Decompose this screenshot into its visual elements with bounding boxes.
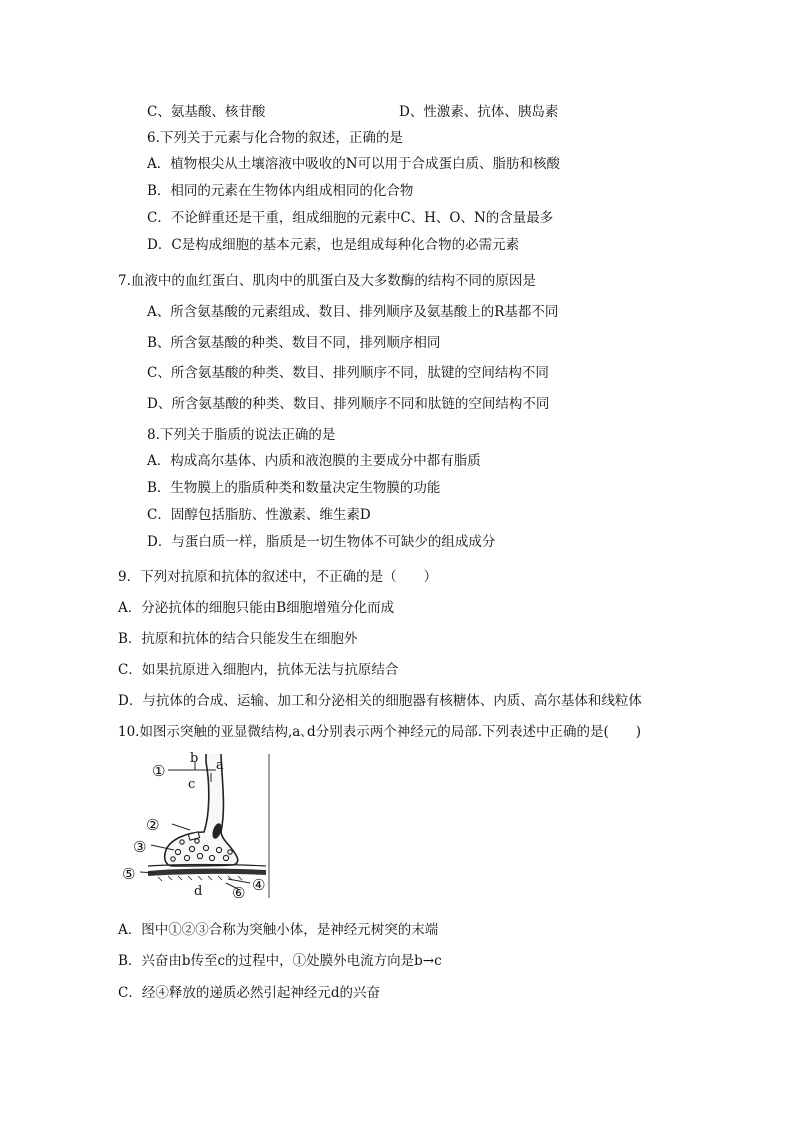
q6-option-a: A．植物根尖从土壤溶液中吸收的N可以用于合成蛋白质、脂肪和核酸 — [147, 156, 561, 172]
q6-stem: 6.下列关于元素与化合物的叙述，正确的是 — [147, 130, 403, 146]
q8-option-c: C．固醇包括脂肪、性激素、维生素D — [147, 507, 371, 523]
q6-option-d: D．C是构成细胞的基本元素，也是组成每种化合物的必需元素 — [147, 237, 520, 253]
q10-option-c: C．经④释放的递质必然引起神经元d的兴奋 — [118, 985, 380, 1001]
label-circled-5: ⑤ — [122, 865, 136, 883]
q7-stem: 7.血液中的血红蛋白、肌肉中的肌蛋白及大多数酶的结构不同的原因是 — [118, 273, 536, 289]
axon-outline — [165, 754, 238, 866]
q5-option-d: D、性激素、抗体、胰岛素 — [399, 104, 559, 120]
q9-option-b: B．抗原和抗体的结合只能发生在细胞外 — [118, 631, 358, 647]
q8-option-d: D．与蛋白质一样，脂质是一切生物体不可缺少的组成成分 — [147, 534, 496, 550]
q8-option-b: B．生物膜上的脂质种类和数量决定生物膜的功能 — [147, 480, 441, 496]
q9-option-a: A．分泌抗体的细胞只能由B细胞增殖分化而成 — [118, 600, 395, 616]
label-a: a — [216, 758, 224, 773]
membrane-hatching — [158, 876, 242, 881]
synapse-figure-svg — [118, 752, 278, 904]
label-d: d — [194, 884, 203, 899]
q9-option-c: C．如果抗原进入细胞内，抗体无法与抗原结合 — [118, 662, 399, 678]
q8-stem: 8.下列关于脂质的说法正确的是 — [147, 427, 336, 443]
q10-option-b: B．兴奋由b传至c的过程中，①处膜外电流方向是b→c — [118, 953, 442, 969]
q8-option-a: A．构成高尔基体、内质和液泡膜的主要成分中都有脂质 — [147, 453, 481, 469]
q6-option-b: B．相同的元素在生物体内组成相同的化合物 — [147, 183, 414, 199]
postsynaptic-membrane — [148, 869, 266, 876]
label-circled-4: ④ — [252, 876, 266, 894]
q6-option-c: C．不论鲜重还是干重，组成细胞的元素中C、H、O、N的含量最多 — [147, 210, 554, 226]
label-c: c — [188, 777, 196, 792]
q10-option-a: A．图中①②③合称为突触小体，是神经元树突的末端 — [118, 922, 439, 938]
q10-stem: 10.如图示突触的亚显微结构,a､d分别表示两个神经元的局部.下列表述中正确的是( ) — [118, 724, 642, 740]
label-circled-6: ⑥ — [232, 884, 246, 902]
label-circled-3: ③ — [133, 838, 147, 856]
q7-option-c: C、所含氨基酸的种类、数目、排列顺序不同，肽键的空间结构不同 — [147, 365, 549, 381]
q7-option-a: A、所含氨基酸的元素组成、数目、排列顺序及氨基酸上的R基都不同 — [147, 304, 559, 320]
q9-option-d: D．与抗体的合成、运输、加工和分泌相关的细胞器有核糖体、内质、高尔基体和线粒体 — [118, 693, 642, 709]
q7-option-d: D、所含氨基酸的种类、数目、排列顺序不同和肽链的空间结构不同 — [147, 396, 550, 412]
label-b: b — [190, 752, 199, 766]
synapse-diagram — [118, 752, 278, 904]
q5-option-c: C、氨基酸、核苷酸 — [147, 104, 266, 120]
q9-stem: 9．下列对抗原和抗体的叙述中，不正确的是（ ） — [118, 569, 438, 585]
q7-option-b: B、所含氨基酸的种类、数目不同，排列顺序相同 — [147, 335, 441, 351]
label-circled-1: ① — [152, 762, 166, 780]
label-circled-2: ② — [146, 816, 160, 834]
